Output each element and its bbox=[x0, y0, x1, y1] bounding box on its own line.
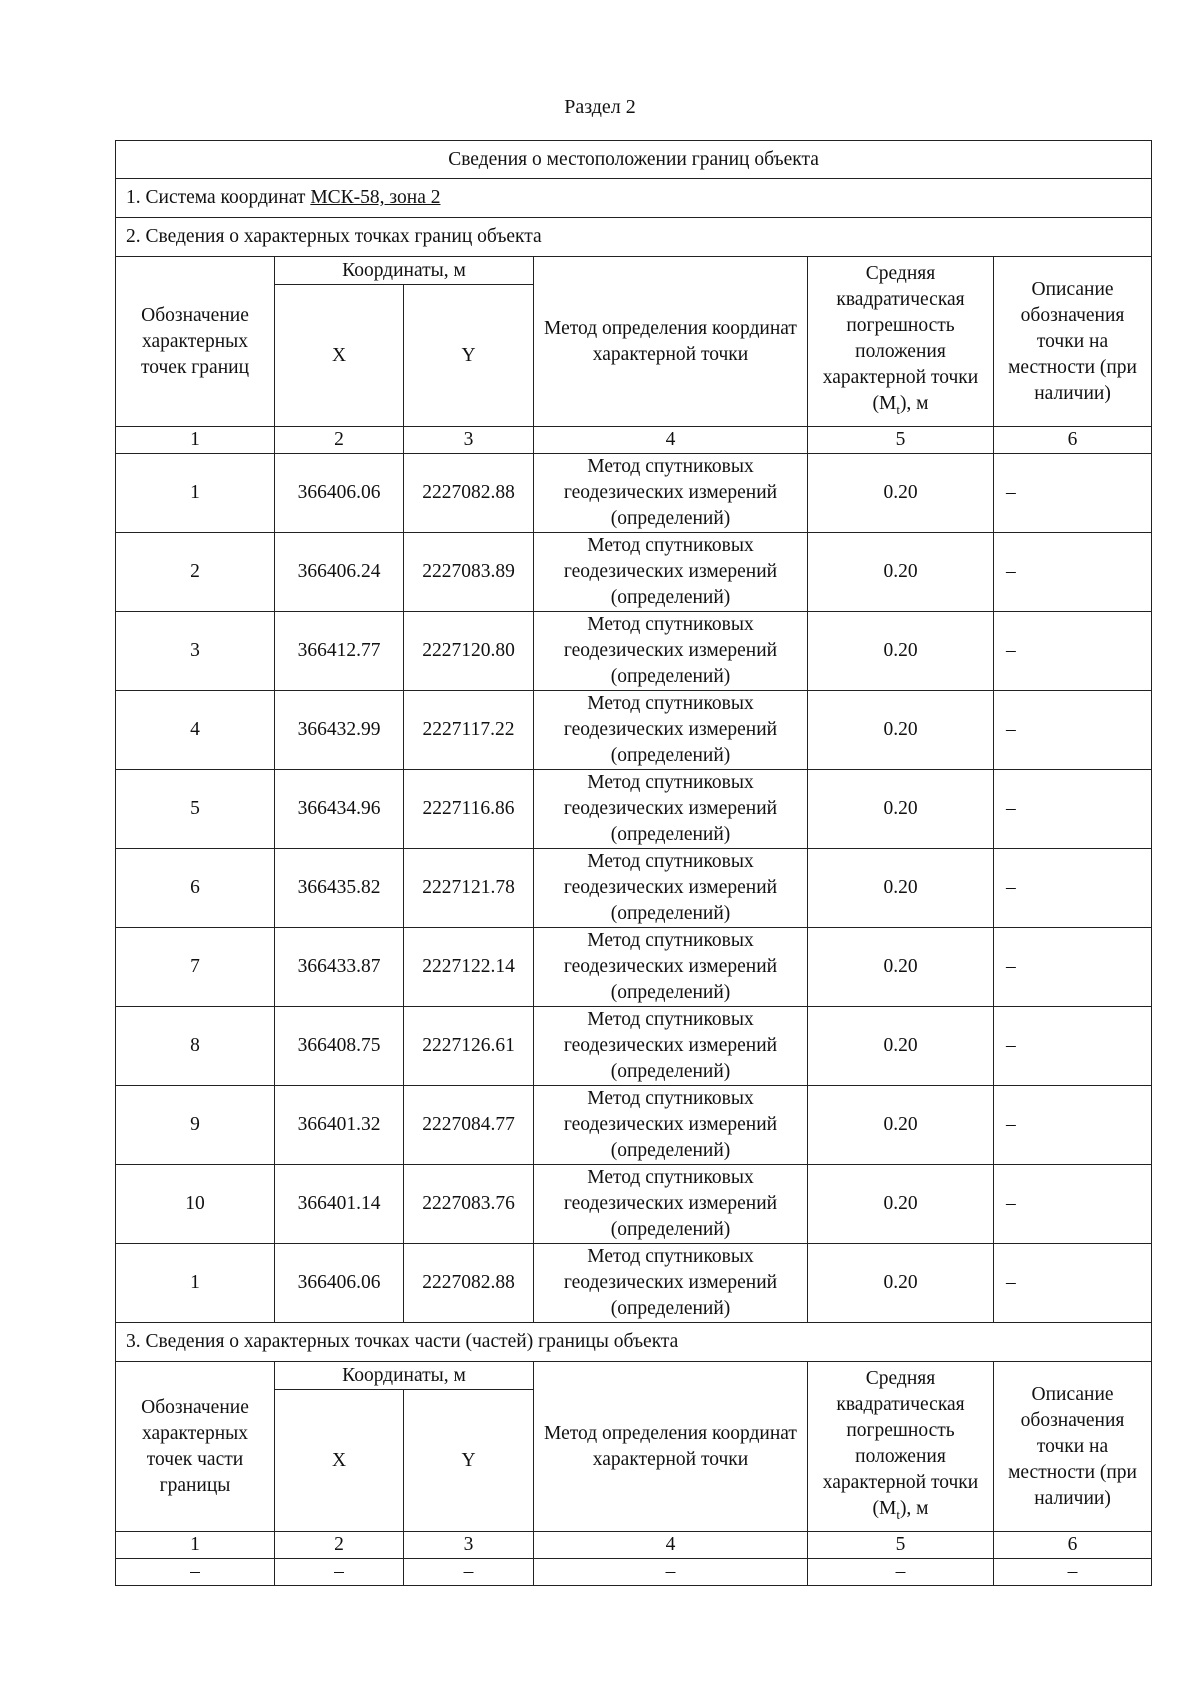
accuracy: 0.20 bbox=[808, 849, 994, 928]
coord-system-label: 1. Система координат bbox=[126, 187, 306, 208]
description: – bbox=[994, 1244, 1152, 1323]
point-number: 4 bbox=[116, 691, 275, 770]
coord-y: 2227083.89 bbox=[404, 533, 534, 612]
accuracy: 0.20 bbox=[808, 612, 994, 691]
method: Метод спутниковых геодезических измерений (определений) bbox=[534, 1165, 808, 1244]
method: Метод спутниковых геодезических измерений (определений) bbox=[534, 1086, 808, 1165]
accuracy: 0.20 bbox=[808, 1086, 994, 1165]
point-number: 5 bbox=[116, 770, 275, 849]
point-number: 6 bbox=[116, 849, 275, 928]
point-number: 7 bbox=[116, 928, 275, 1007]
coord-y: 2227084.77 bbox=[404, 1086, 534, 1165]
coord-x: 366432.99 bbox=[275, 691, 404, 770]
table-row bbox=[116, 1086, 1152, 1165]
method: Метод спутниковых геодезических измерений (определений) bbox=[534, 533, 808, 612]
accuracy: 0.20 bbox=[808, 691, 994, 770]
method: Метод спутниковых геодезических измерений (определений) bbox=[534, 612, 808, 691]
table-row bbox=[116, 533, 1152, 612]
coord-x: 366434.96 bbox=[275, 770, 404, 849]
table-row bbox=[116, 612, 1152, 691]
table-row bbox=[116, 1165, 1152, 1244]
header3-coordinates: Координаты, м bbox=[275, 1362, 534, 1390]
coord-x: 366406.06 bbox=[275, 454, 404, 533]
table-row bbox=[116, 1559, 1152, 1586]
header3-x: X bbox=[275, 1390, 404, 1532]
coord-x: 366412.77 bbox=[275, 612, 404, 691]
coord-y: 2227116.86 bbox=[404, 770, 534, 849]
table-row bbox=[116, 1007, 1152, 1086]
description: – bbox=[994, 533, 1152, 612]
coord-y: 2227083.76 bbox=[404, 1165, 534, 1244]
header-x: X bbox=[275, 285, 404, 427]
description: – bbox=[994, 612, 1152, 691]
accuracy: 0.20 bbox=[808, 1244, 994, 1323]
header3-point-designation: Обозначение характерных точек части границы bbox=[116, 1362, 275, 1532]
empty-cell: – bbox=[994, 1559, 1152, 1586]
column-numbers-row: 1 2 3 4 5 6 bbox=[116, 427, 1152, 454]
section-title: Раздел 2 bbox=[564, 96, 636, 118]
boundary-table bbox=[115, 140, 1152, 1586]
table-title: Сведения о местоположении границ объекта bbox=[116, 141, 1152, 179]
coord-y: 2227120.80 bbox=[404, 612, 534, 691]
header3-y: Y bbox=[404, 1390, 534, 1532]
accuracy: 0.20 bbox=[808, 533, 994, 612]
accuracy: 0.20 bbox=[808, 1165, 994, 1244]
method: Метод спутниковых геодезических измерений (определений) bbox=[534, 770, 808, 849]
method: Метод спутниковых геодезических измерений (определений) bbox=[534, 454, 808, 533]
table-row bbox=[116, 849, 1152, 928]
column-numbers-row: 1 2 3 4 5 6 bbox=[116, 1532, 1152, 1559]
accuracy: 0.20 bbox=[808, 770, 994, 849]
coord-x: 366406.06 bbox=[275, 1244, 404, 1323]
method: Метод спутниковых геодезических измерений (определений) bbox=[534, 691, 808, 770]
description: – bbox=[994, 1007, 1152, 1086]
method: Метод спутниковых геодезических измерений (определений) bbox=[534, 1007, 808, 1086]
section2-title: 2. Сведения о характерных точках границ объекта bbox=[116, 218, 1152, 257]
empty-cell: – bbox=[808, 1559, 994, 1586]
point-number: 10 bbox=[116, 1165, 275, 1244]
header3-accuracy: Средняя квадратическая погрешность положения характерной точки $(M_t)$, м bbox=[808, 1362, 994, 1532]
description: – bbox=[994, 691, 1152, 770]
method: Метод спутниковых геодезических измерений (определений) bbox=[534, 1244, 808, 1323]
header3-description: Описание обозначения точки на местности (при наличии) bbox=[994, 1362, 1152, 1532]
coord-x: 366401.32 bbox=[275, 1086, 404, 1165]
table-row bbox=[116, 454, 1152, 533]
accuracy: 0.20 bbox=[808, 454, 994, 533]
coord-y: 2227126.61 bbox=[404, 1007, 534, 1086]
header-point-designation: Обозначение характерных точек границ bbox=[116, 257, 275, 427]
point-number: 2 bbox=[116, 533, 275, 612]
description: – bbox=[994, 1165, 1152, 1244]
coord-x: 366401.14 bbox=[275, 1165, 404, 1244]
header-coordinates: Координаты, м bbox=[275, 257, 534, 285]
empty-cell: – bbox=[275, 1559, 404, 1586]
header3-method: Метод определения координат характерной точки bbox=[534, 1362, 808, 1532]
table-row bbox=[116, 691, 1152, 770]
coord-y: 2227117.22 bbox=[404, 691, 534, 770]
point-number: 1 bbox=[116, 1244, 275, 1323]
description: – bbox=[994, 928, 1152, 1007]
table-row bbox=[116, 1244, 1152, 1323]
coord-x: 366408.75 bbox=[275, 1007, 404, 1086]
method: Метод спутниковых геодезических измерений (определений) bbox=[534, 928, 808, 1007]
empty-cell: – bbox=[116, 1559, 275, 1586]
header-y: Y bbox=[404, 285, 534, 427]
coord-y: 2227082.88 bbox=[404, 454, 534, 533]
table-row bbox=[116, 928, 1152, 1007]
empty-cell: – bbox=[404, 1559, 534, 1586]
section3-title: 3. Сведения о характерных точках части (частей) границы объекта bbox=[116, 1323, 1152, 1362]
point-number: 1 bbox=[116, 454, 275, 533]
coord-x: 366435.82 bbox=[275, 849, 404, 928]
point-number: 8 bbox=[116, 1007, 275, 1086]
description: – bbox=[994, 454, 1152, 533]
description: – bbox=[994, 770, 1152, 849]
coord-system-row bbox=[116, 179, 1152, 218]
point-number: 3 bbox=[116, 612, 275, 691]
description: – bbox=[994, 849, 1152, 928]
method: Метод спутниковых геодезических измерений (определений) bbox=[534, 849, 808, 928]
empty-cell: – bbox=[534, 1559, 808, 1586]
table-row bbox=[116, 770, 1152, 849]
header-description: Описание обозначения точки на местности (при наличии) bbox=[994, 257, 1152, 427]
coord-x: 366406.24 bbox=[275, 533, 404, 612]
coord-y: 2227121.78 bbox=[404, 849, 534, 928]
header-accuracy: Средняя квадратическая погрешность положения характерной точки $(M_t)$, м bbox=[808, 257, 994, 427]
description: – bbox=[994, 1086, 1152, 1165]
coord-y: 2227122.14 bbox=[404, 928, 534, 1007]
accuracy: 0.20 bbox=[808, 928, 994, 1007]
coord-system-value: МСК-58, зона 2 bbox=[310, 187, 441, 208]
point-number: 9 bbox=[116, 1086, 275, 1165]
header-method: Метод определения координат характерной точки bbox=[534, 257, 808, 427]
coord-x: 366433.87 bbox=[275, 928, 404, 1007]
coord-y: 2227082.88 bbox=[404, 1244, 534, 1323]
accuracy: 0.20 bbox=[808, 1007, 994, 1086]
